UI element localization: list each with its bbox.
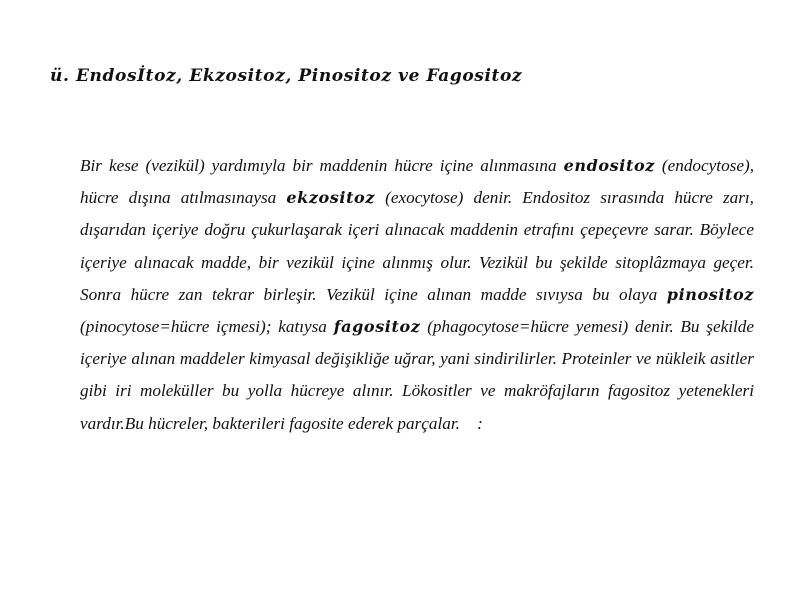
text-segment: (exocytose) denir. Endositoz sırasında hücre zarı, dışarıdan içeriye doğru çukurlaşarak içeri alınacak maddenin etrafını çepeçevre sarar. Böylece içeriye alınacak madde, bir vezikül içine alınmış olur. Vezikül bu şekilde sitoplâzmaya geçer. Sonra hücre zan tekrar birleşir. Vezikül içine alınan madde sıvıysa bu olaya (80, 188, 754, 304)
text-segment: (phagocytose=hücre yemesi) denir. Bu şekilde içeriye alınan maddeler kimyasal değişikliğe uğrar, yani sindirilirler. Proteinler ve nükleik asitler gibi iri moleküller bu yolla hücreye alınır. Lökositler ve makröfajların fagositoz yetenekleri vardır.Bu hücreler, bakterileri fagosite ederek parçalar. (80, 317, 755, 433)
term-fagositoz: fagositoz (333, 317, 421, 337)
text-segment: (pinocytose=hücre içmesi); katıysa (80, 317, 334, 337)
body-paragraph (80, 150, 754, 440)
term-ekzositoz: ekzositoz (286, 188, 376, 208)
term-pinositoz: pinositoz (666, 284, 754, 304)
section-heading: ü. Endosİtoz, Ekzositoz, Pinositoz ve Fagositoz (50, 66, 523, 86)
text-segment: Bir kese (vezikül) yardımıyla bir maddenin hücre içine alınmasına (80, 156, 564, 175)
trailing-mark: : (459, 413, 483, 433)
term-endositoz: endositoz (563, 156, 655, 175)
text-segment: (endocytose), hücre dışına atılmasınaysa (80, 156, 754, 208)
